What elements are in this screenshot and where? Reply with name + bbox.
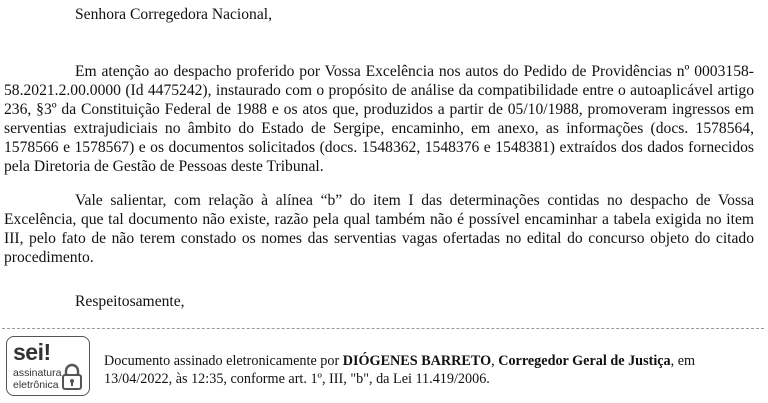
seal-caption-line-2: eletrônica <box>13 379 59 391</box>
salutation: Senhora Corregedora Nacional, <box>75 6 273 23</box>
padlock-icon <box>61 363 83 391</box>
signature-suffix: , em 13/04/2022, às 12:35, conforme art. 1º, III, "b", da Lei 11.419/2006. <box>104 353 696 387</box>
paragraph-1: Em atenção ao despacho proferido por Vossa Excelência nos autos do Pedido de Providências nº 0003158-58.2021.2.00.0000 (Id 4475242), instaurado com o propósito de análise da compatibilidade entre o autoaplicável artigo 236, §3º da Constituição Federal de 1988 e os atos que, produzidos a partir de 05/10/1988, promoveram ingressos em serventias extrajudiciais no âmbito do Estado de Sergipe, encaminho, em anexo, as informações (docs. 1578564, 1578566 e 1578567) e os documentos solicitados (docs. 1548362, 1548376 e 1548381) extraídos dos dados fornecidos pela Diretoria de Gestão de Pessoas deste Tribunal. <box>4 63 754 175</box>
paragraph-2: Vale salientar, com relação à alínea “b” do item I das determinações contidas no despacho de Vossa Excelência, que tal documento não existe, razão pela qual também não é possível encaminhar a tabela exigida no item III, pelo fato de não terem constado os nomes das serventias vagas ofertadas no edital do concurso objeto do citado procedimento. <box>4 192 754 266</box>
seal-caption <box>13 367 61 391</box>
signer-name: DIÓGENES BARRETO <box>342 353 492 369</box>
signature-text: Documento assinado eletronicamente por DIÓGENES BARRETO, Corregedor Geral de Justiça, em 13/04/2022, às 12:35, conforme art. 1º, III, "b", da Lei 11.419/2006. <box>104 353 696 387</box>
sei-signature-seal <box>6 336 90 396</box>
sei-logo: sei! <box>13 339 51 365</box>
signature-divider <box>2 328 764 329</box>
seal-caption-line-1: assinatura <box>13 367 62 379</box>
signer-role: Corregedor Geral de Justiça <box>498 353 671 369</box>
closing: Respeitosamente, <box>75 293 185 310</box>
signature-prefix: Documento assinado eletronicamente por <box>104 353 340 369</box>
